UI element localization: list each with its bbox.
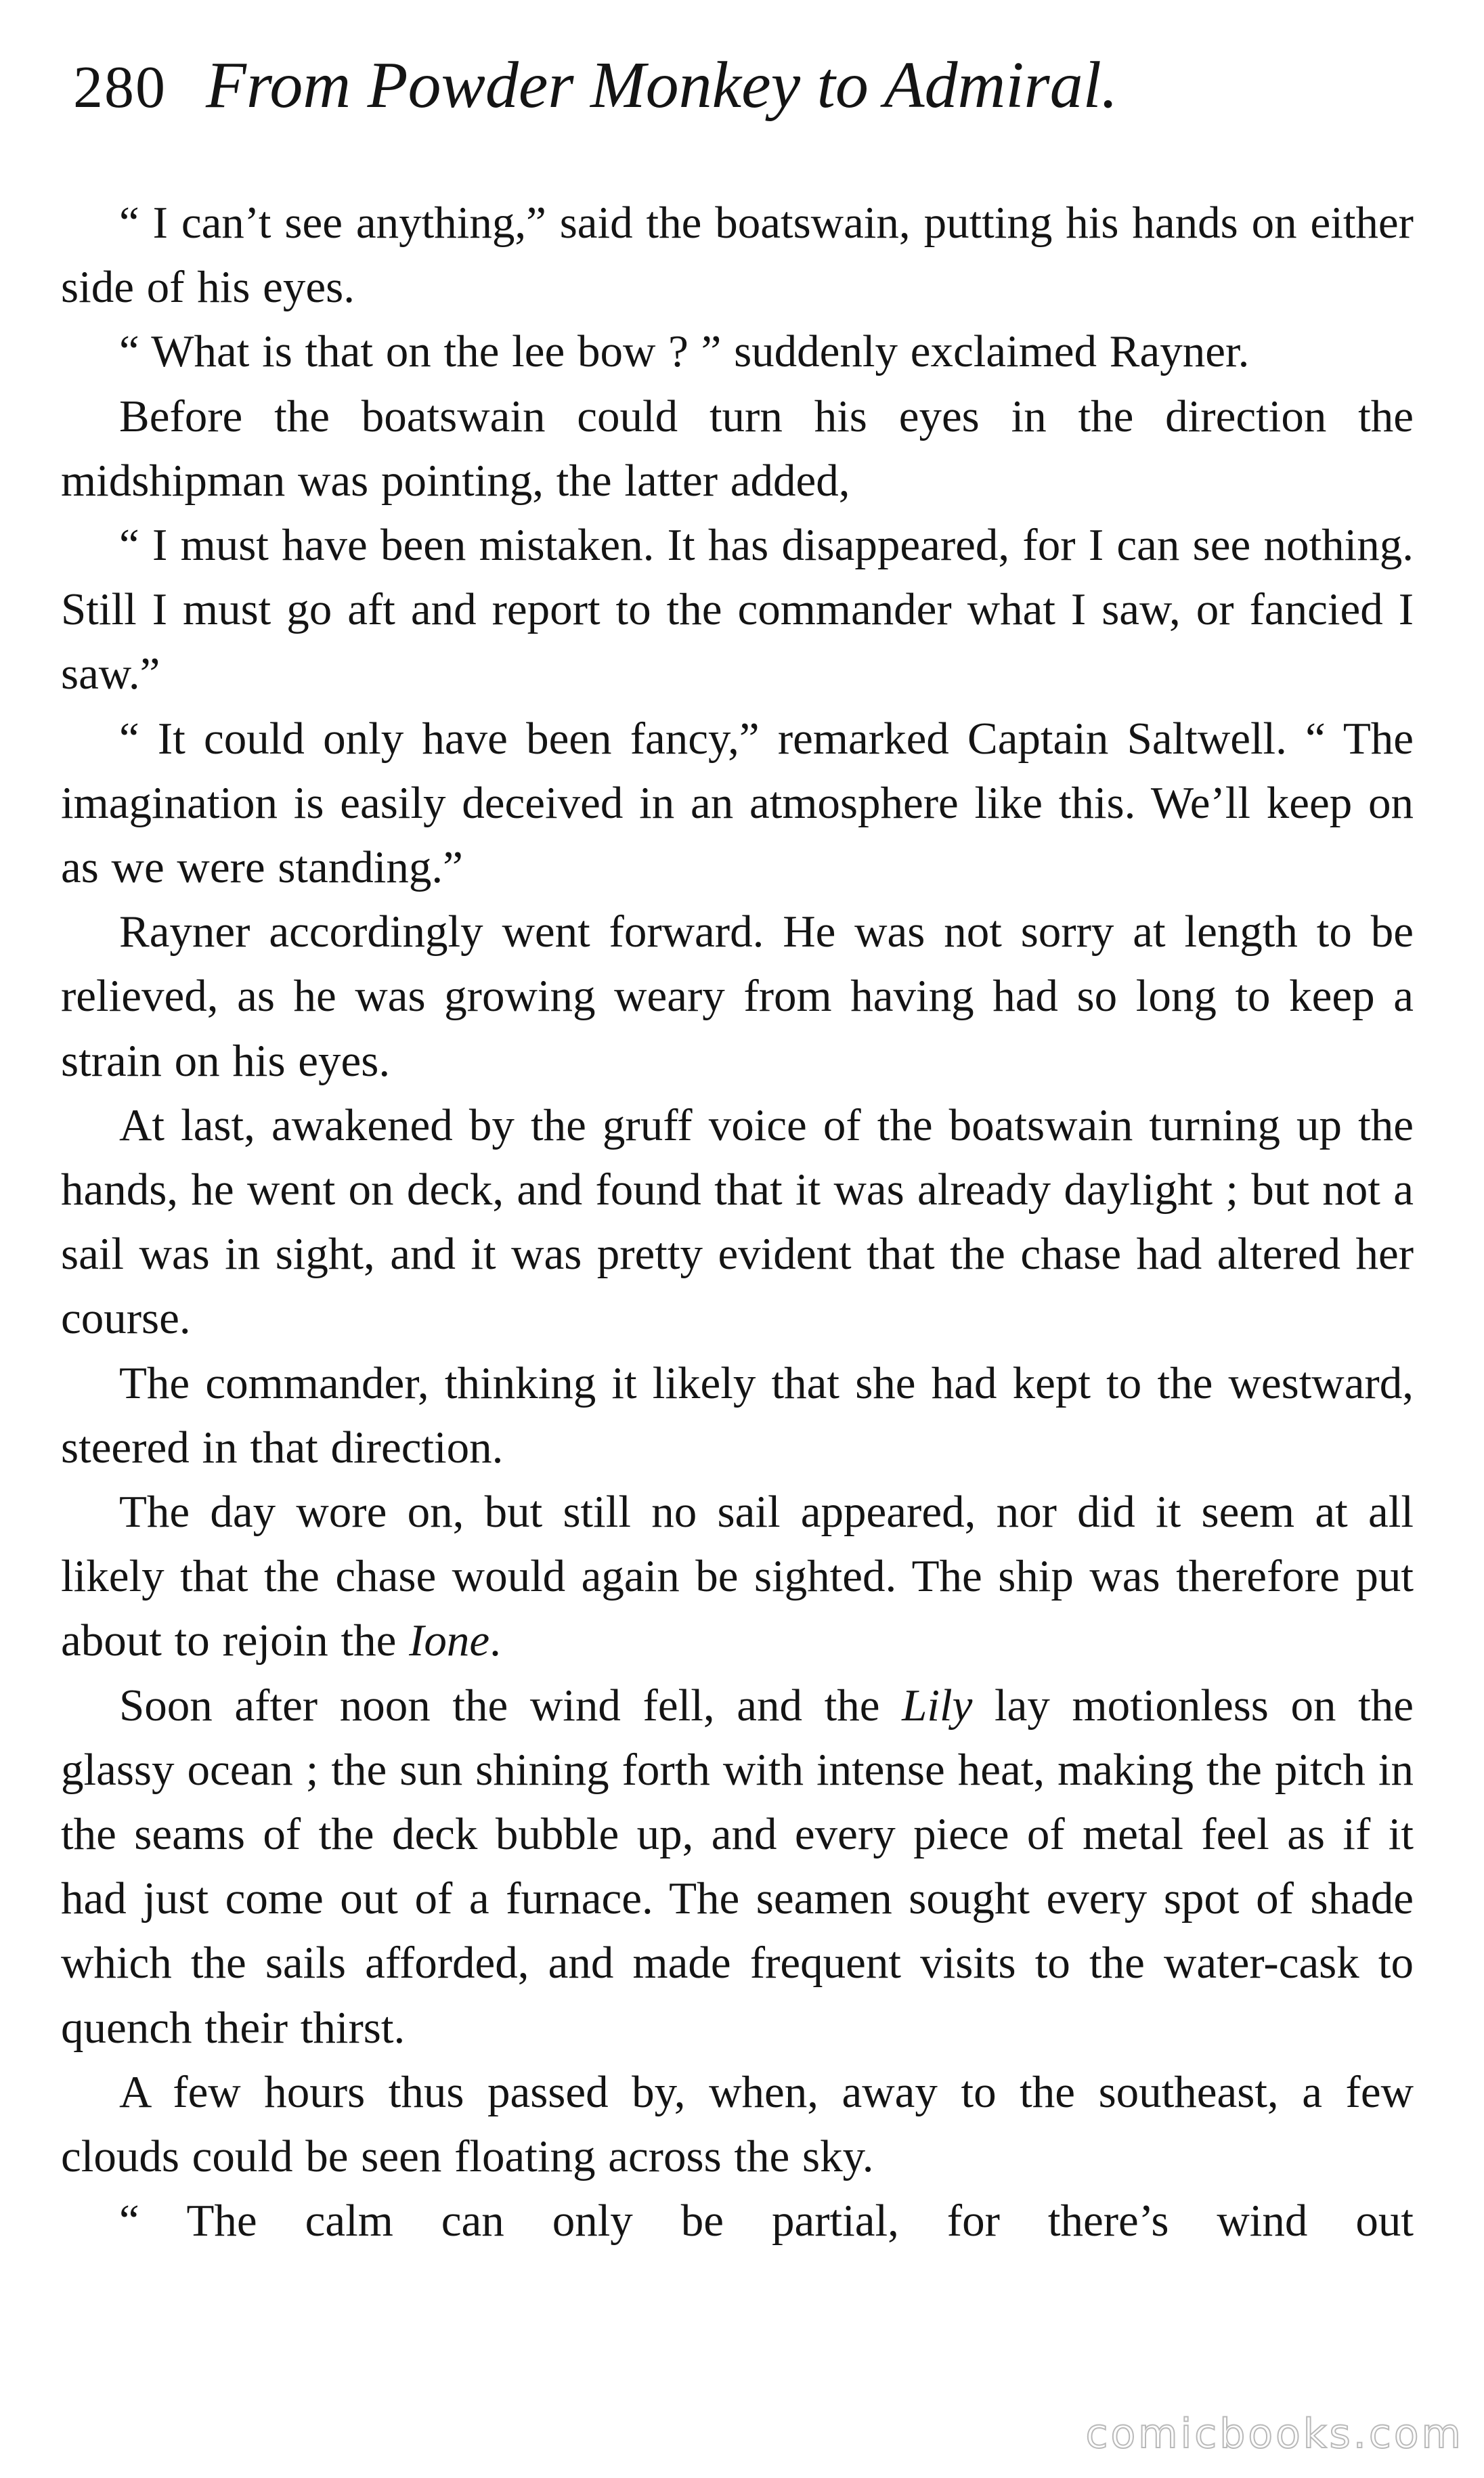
ship-name-lily: Lily [902, 1680, 973, 1731]
paragraph-continued: “ The calm can only be partial, for there’s wind out [119, 2196, 1414, 2246]
paragraph: Rayner accordingly went forward. He was not sorry at length to be relieved, as he was growing weary from having had so long to keep a strain on his eyes. [61, 907, 1414, 1086]
paragraph: A few hours thus passed by, when, away to the southeast, a few clouds could be seen floating across the sky. [61, 2066, 1414, 2182]
running-head [73, 47, 1427, 149]
body-text [61, 191, 1414, 2254]
paragraph [61, 1480, 1414, 1674]
paragraph: “ It could only have been fancy,” remarked Captain Saltwell. “ The imagination is easily deceived in an atmosphere like this. We’ll keep on as we were standing.” [61, 713, 1414, 893]
paragraph-text: lay motionless on the glassy ocean ; the sun shining forth with intense heat, making the pitch in the seams of the deck bubble up, and every piece of metal feel as if it had just come out of a furnace. The seamen sought every spot of shade which the sails afforded, and made frequent visits to the water-cask to quench their thirst. [61, 1680, 1414, 2053]
page-number: 280 [73, 55, 167, 121]
paragraph: “ I can’t see anything,” said the boatswain, putting his hands on either side of his eyes. [61, 198, 1414, 313]
paragraph-text: The day wore on, but still no sail appeared, nor did it seem at all likely that the chase would again be sighted. The ship was therefore put about to rejoin the [61, 1487, 1414, 1666]
paragraph: Before the boatswain could turn his eyes in the direction the midshipman was pointing, the latter added, [61, 391, 1414, 506]
watermark: comicbooks.com [1085, 2410, 1464, 2458]
paragraph [61, 1674, 1414, 2060]
running-title: From Powder Monkey to Admiral. [206, 49, 1118, 122]
paragraph-text: . [489, 1615, 501, 1666]
paragraph: The commander, thinking it likely that she had kept to the westward, steered in that direction. [61, 1357, 1414, 1473]
paragraph: At last, awakened by the gruff voice of the boatswain turning up the hands, he went on deck, and found that it was already daylight ; but not a sail was in sight, and it was pretty evident that the chase had altered her course. [61, 1100, 1414, 1344]
ship-name-ione: Ione [409, 1615, 490, 1666]
paragraph-text: Soon after noon the wind fell, and the [119, 1680, 902, 1731]
paragraph: “ What is that on the lee bow ? ” suddenly exclaimed Rayner. [119, 326, 1250, 377]
paragraph: “ I must have been mistaken. It has disappeared, for I can see nothing. Still I must go aft and report to the commander what I saw, or fancied I saw.” [61, 520, 1414, 699]
